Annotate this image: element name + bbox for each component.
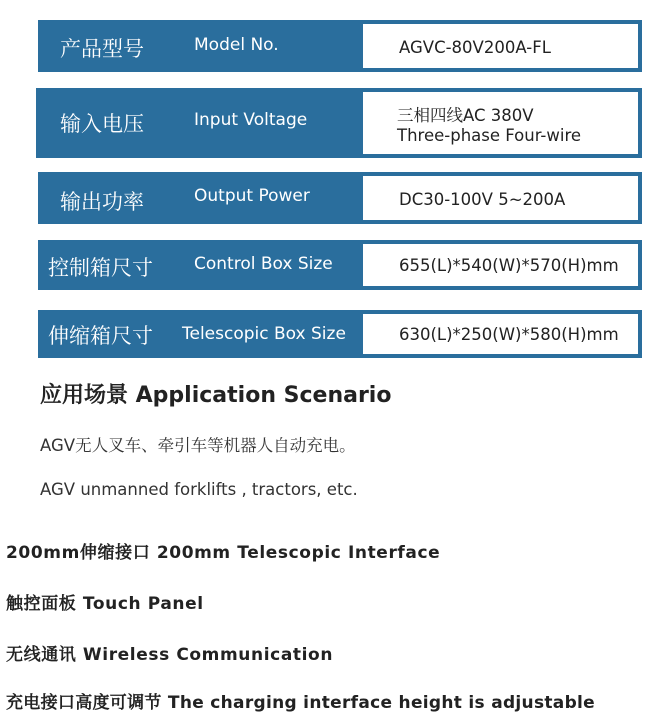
spec-row-output-power xyxy=(38,172,642,224)
spec-value-box xyxy=(363,176,638,220)
spec-label-en: Control Box Size xyxy=(194,254,333,274)
spec-row-model xyxy=(38,20,642,72)
spec-label-zh: 输入电压 xyxy=(60,112,144,136)
feature-item: 触控面板 Touch Panel xyxy=(6,594,204,614)
feature-item: 充电接口高度可调节 The charging interface height is adjustable xyxy=(6,693,596,713)
spec-label-en: Output Power xyxy=(194,186,310,206)
spec-row-input-voltage xyxy=(36,88,642,158)
spec-label-en: Model No. xyxy=(194,35,279,55)
application-title: 应用场景 Application Scenario xyxy=(40,383,392,408)
spec-value-box xyxy=(363,244,638,286)
spec-label-zh: 产品型号 xyxy=(60,37,144,61)
spec-label-zh: 伸缩箱尺寸 xyxy=(48,324,153,348)
spec-value: 630(L)*250(W)*580(H)mm xyxy=(399,325,619,344)
spec-label-zh: 输出功率 xyxy=(60,190,144,214)
application-line-zh: AGV无人叉车、牵引车等机器人自动充电。 xyxy=(40,436,356,455)
spec-label-en: Input Voltage xyxy=(194,110,308,130)
spec-label-zh: 控制箱尺寸 xyxy=(48,256,153,280)
spec-value: 655(L)*540(W)*570(H)mm xyxy=(399,256,619,275)
spec-value-line-2: Three-phase Four-wire xyxy=(397,126,582,145)
spec-label-en: Telescopic Box Size xyxy=(182,324,346,344)
spec-row-telescopic-box-size xyxy=(38,310,642,358)
spec-value: AGVC-80V200A-FL xyxy=(399,38,551,57)
spec-value-box xyxy=(363,24,638,68)
spec-value-line-1: 三相四线AC 380V xyxy=(397,106,534,125)
feature-item: 200mm伸缩接口 200mm Telescopic Interface xyxy=(6,543,441,563)
spec-row-control-box-size xyxy=(38,240,642,290)
spec-value-box xyxy=(363,92,638,154)
spec-value-box xyxy=(363,314,638,354)
feature-item: 无线通讯 Wireless Communication xyxy=(6,645,334,665)
spec-value: DC30-100V 5~200A xyxy=(399,190,566,209)
application-line-en: AGV unmanned forklifts , tractors, etc. xyxy=(40,480,358,499)
